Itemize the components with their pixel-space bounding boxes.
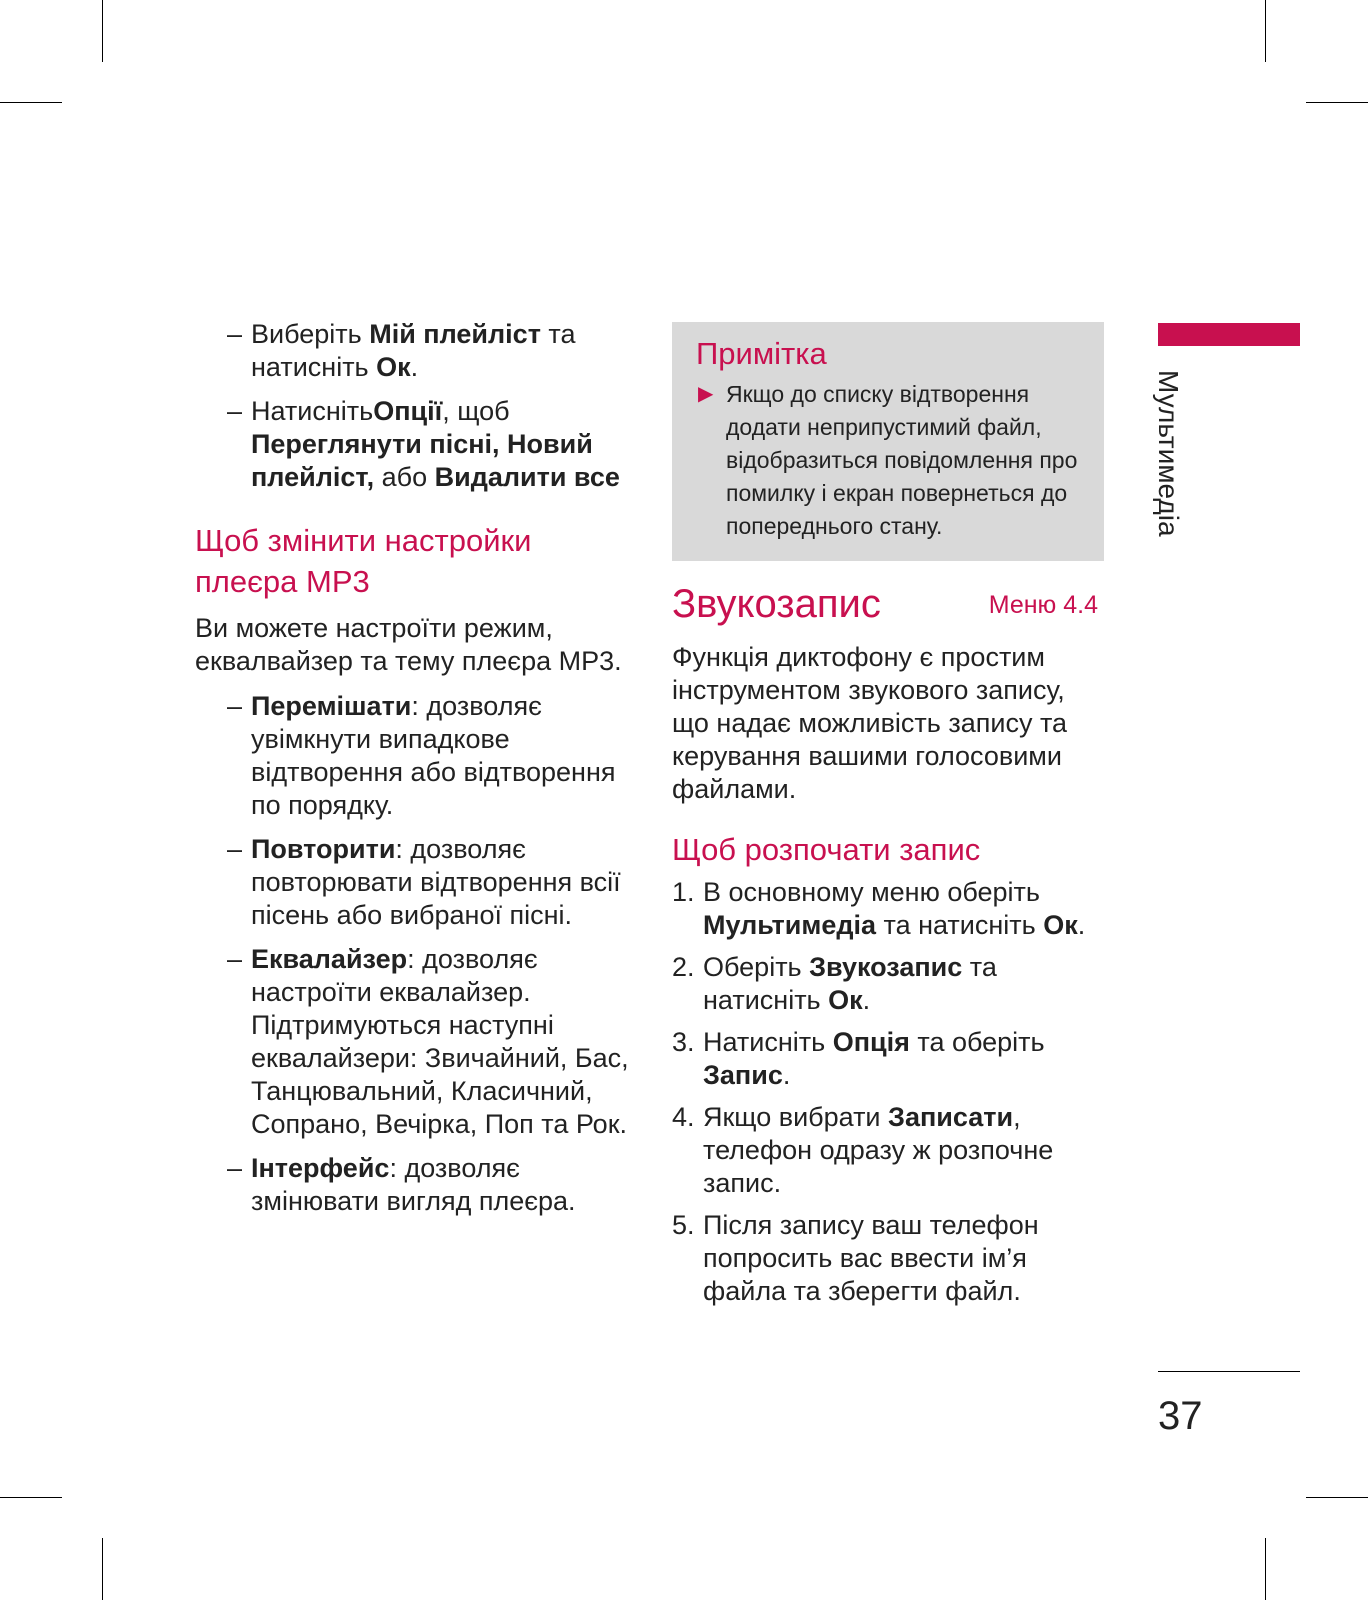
page-number-rule	[1158, 1371, 1300, 1372]
text-run: та оберіть	[909, 1027, 1045, 1057]
dash-bullet: –	[227, 834, 243, 864]
note-item	[696, 378, 1086, 543]
bold-term: Мій плейліст	[369, 319, 541, 349]
step-text	[703, 1102, 1053, 1198]
section-header	[672, 579, 1104, 631]
dash-bullet: –	[227, 319, 243, 349]
text-run: або	[374, 462, 435, 492]
note-box	[672, 322, 1104, 561]
crop-mark	[102, 0, 103, 62]
dash-bullet: –	[227, 396, 243, 426]
list-item	[195, 690, 635, 822]
note-title: Примітка	[696, 336, 827, 371]
step-text	[703, 877, 1085, 940]
page-number: 37	[1158, 1394, 1203, 1438]
list-item	[195, 943, 635, 1141]
list-item	[195, 833, 635, 932]
text-run: Якщо вибрати	[703, 1102, 889, 1132]
crop-mark	[0, 102, 62, 103]
text-run: Після запису ваш телефон попросить вас ввести ім’я файла та зберегти файл.	[703, 1210, 1039, 1306]
list-item	[195, 395, 635, 494]
dash-bullet: –	[227, 1153, 243, 1183]
crop-mark	[1265, 1538, 1266, 1600]
bold-term: Перемішати	[251, 691, 412, 721]
list-item-text	[251, 834, 621, 930]
list-item-text	[251, 396, 620, 492]
step-item	[672, 876, 1104, 942]
text-run: .	[1077, 910, 1086, 940]
text-run: .	[862, 985, 871, 1015]
step-number: 2.	[672, 952, 695, 982]
bold-term: Записати	[888, 1102, 1014, 1132]
crop-mark	[0, 1497, 62, 1498]
step-item	[672, 1026, 1104, 1092]
text-run: В основному меню оберіть	[703, 877, 1040, 907]
crop-mark	[102, 1538, 103, 1600]
text-run: : дозволяє настроїти еквалайзер. Підтримуються наступні еквалайзери: Звичайний, Бас, Танцювальний, Класичний, Сопрано, Вечірка, Поп та Рок.	[251, 944, 629, 1139]
text-run: , щоб	[442, 396, 510, 426]
bold-term: Опції	[373, 396, 443, 426]
left-column	[195, 318, 635, 1229]
recording-steps-list	[672, 876, 1104, 1308]
text-run: Оберіть	[703, 952, 810, 982]
step-item	[672, 951, 1104, 1017]
list-item	[195, 1152, 635, 1218]
text-run: : дозволяє повторювати відтворення всії пісень або вибраної пісні.	[251, 834, 621, 930]
dash-bullet: –	[227, 691, 243, 721]
bold-term: Запис	[703, 1060, 783, 1090]
list-item	[195, 318, 635, 384]
playlist-options-list	[195, 318, 635, 494]
section-tab-bar	[1158, 323, 1300, 346]
middle-column	[672, 322, 1104, 1317]
bold-term: Ок	[376, 352, 411, 382]
step-item	[672, 1209, 1104, 1308]
bold-term: Видалити все	[434, 462, 620, 492]
note-text: Якщо до списку відтворення додати неприпустимий файл, відобразиться повідомлення про помилку і екран повернеться до попереднього стану.	[726, 381, 1078, 539]
mp3-settings-list	[195, 690, 635, 1218]
bold-term: Ок	[1043, 910, 1078, 940]
text-run: Виберіть	[251, 319, 370, 349]
step-number: 1.	[672, 877, 695, 907]
step-text	[703, 952, 997, 1015]
bold-term: Еквалайзер	[251, 944, 408, 974]
text-run: , телефон одразу ж розпочне запис.	[703, 1102, 1054, 1198]
text-run: та натисніть	[703, 952, 997, 1015]
text-run: Натисніть	[703, 1027, 833, 1057]
section-title: Звукозапис	[672, 582, 881, 626]
step-number: 5.	[672, 1210, 695, 1240]
step-number: 4.	[672, 1102, 695, 1132]
section-side-label: Мультимедіа	[1153, 370, 1184, 537]
text-run: : дозволяє змінювати вигляд плеєра.	[251, 1153, 576, 1216]
dash-bullet: –	[227, 944, 243, 974]
step-text	[703, 1027, 1045, 1090]
bold-term: Мультимедіа	[703, 910, 876, 940]
arrow-right-icon: ▶	[698, 383, 714, 405]
text-run: та натисніть	[876, 910, 1044, 940]
text-run: .	[410, 352, 419, 382]
bold-term: Інтерфейс	[251, 1153, 390, 1183]
list-item-text	[251, 944, 629, 1139]
bold-term: Звукозапис	[809, 952, 963, 982]
crop-mark	[1306, 102, 1368, 103]
bold-term: Повторити	[251, 834, 396, 864]
bold-term: Опція	[832, 1027, 910, 1057]
text-run: Натисніть	[251, 396, 374, 426]
step-item	[672, 1101, 1104, 1200]
crop-mark	[1265, 0, 1266, 62]
crop-mark	[1306, 1497, 1368, 1498]
mp3-settings-heading: Щоб змінити настройки плеєра MP3	[195, 523, 532, 599]
text-run: : дозволяє увімкнути випадкове відтворення або відтворення по порядку.	[251, 691, 616, 820]
step-number: 3.	[672, 1027, 695, 1057]
bold-term: Переглянути пісні, Новий плейліст,	[251, 429, 593, 492]
list-item-text	[251, 691, 616, 820]
list-item-text	[251, 1153, 576, 1216]
step-text	[703, 1210, 1039, 1306]
list-item-text	[251, 319, 576, 382]
text-run: та натисніть	[251, 319, 576, 382]
bold-term: Ок	[828, 985, 863, 1015]
text-run: .	[782, 1060, 791, 1090]
start-recording-heading: Щоб розпочати запис	[672, 832, 981, 867]
menu-reference: Меню 4.4	[988, 591, 1098, 619]
section-intro: Функція диктофону є простим інструментом звукового запису, що надає можливість запису та керування вашими голосовими файлами.	[672, 642, 1068, 804]
mp3-settings-intro: Ви можете настроїти режим, еквалвайзер та тему плеєра MP3.	[195, 613, 622, 676]
